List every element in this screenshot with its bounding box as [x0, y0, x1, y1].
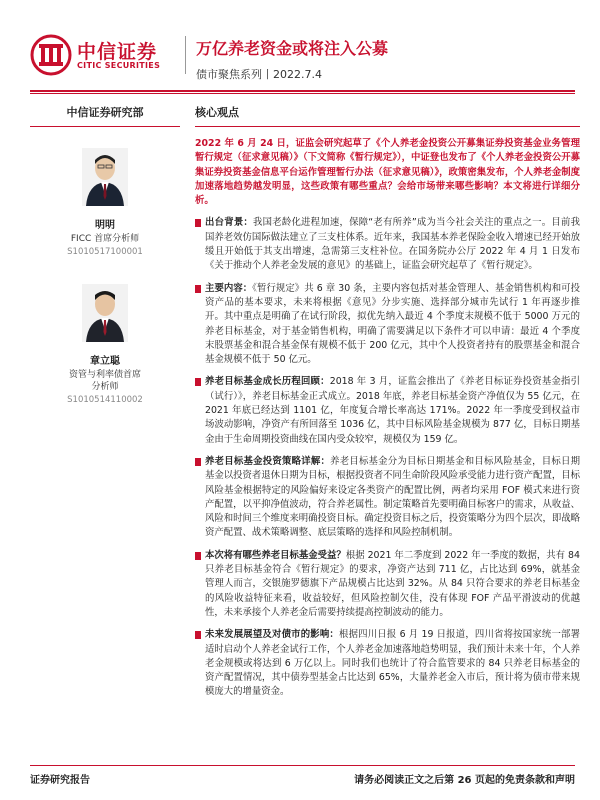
bullet-background — [195, 216, 580, 273]
analyst-name: 明明 — [95, 220, 115, 231]
bullet-body: 根据 2021 年二季度到 2022 年一季度的数据，共有 84 只养老目标基金符合《暂行规定》的要求，净资产达到 711 亿，占比达到 69%，就基金管理人而言，交银施罗德旗下产品规模占比达到 32%。从 84 只符合要求的养老目标基金的风险收益特征来看，收益较好，但风险控制欠佳，没有体现 FOF 产品平滑波动的优越性，未来承接个人养老金后需要持续提高控制波动的能力。 — [205, 549, 580, 618]
report-series-date: 债市聚焦系列丨2022.7.4 — [196, 68, 322, 81]
header-rule-thin — [30, 93, 575, 94]
citic-logo-icon — [30, 34, 72, 76]
bullet-outlook — [195, 628, 580, 699]
header-divider — [185, 36, 186, 74]
footer-report-type: 证券研究报告 — [30, 775, 90, 786]
bullet-beneficiary-funds — [195, 549, 580, 620]
bullet-square-icon — [195, 458, 201, 466]
research-dept-title: 中信证券研究部 — [30, 104, 180, 127]
logo-english-name: CITIC SECURITIES — [77, 61, 161, 70]
intro-paragraph: 2022 年 6 月 24 日，证监会研究起草了《个人养老金投资公开募集证券投资基金业务管理暂行规定（征求意见稿）》（下文简称《暂行规定》），中证登也发布了《个人养老金投资公开募集证券投资基金信息平台运作管理暂行办法（征求意见稿）》，政策密集发布，个人养老金制度加速落地趋势越发明显，这些政策有哪些重点？会给市场带来哪些影响？本文将进行详细分析。 — [195, 138, 580, 207]
bullet-square-icon — [195, 378, 201, 386]
bullet-square-icon — [195, 552, 201, 560]
logo-chinese-name: 中信证券 — [77, 41, 158, 63]
bullet-body: 养老目标基金分为目标日期基金和目标风险基金，目标日期基金以投资者退休日期为目标，根据投资者不同生命阶段风险承受能力进行资产配置，目标风险基金根据特定的风险偏好来设定各类资产的配置比例，两者均采用 FOF 模式来进行资产配置，以平抑净值波动，符合养老属性。制定策略首先要明确目标客户的需求，从收益、风险和时间三个维度来明确投资目标。确定投资目标之后，投资策略分为四个层次，即战略资产配置、战术策略调整、底层策略的选择和风险控制机制。 — [205, 455, 581, 539]
analyst-sidebar — [30, 104, 180, 405]
bullet-body: 《暂行规定》共 6 章 30 条，主要内容包括对基金管理人、基金销售机构和可投资产品的基本要求，未来将根据《意见》分步实施、选择部分城市先试行 1 年再逐步推开。其中重点是明确了在试行阶段，拟优先纳入最近 4 个季度末规模不低于 5000 万元的养老目标基金，对于基金销售机构，明确了需要满足以下条件才可以申请：最近 4 个季度末股票基金和混合基金保有规模不低于 200 亿元，其中个人投资者持有的股票基金和混合基金规模不低于 50 亿元。 — [205, 282, 580, 366]
bullet-heading: 本次将有哪些养老目标基金受益？ — [205, 549, 346, 561]
analyst-role: 资管与利率债首席 分析师 — [68, 370, 141, 392]
header-rule — [30, 90, 575, 92]
citic-logo — [30, 34, 195, 74]
bullet-heading: 出台背景： — [205, 217, 254, 229]
core-views-title: 核心观点 — [195, 104, 580, 127]
analyst-cert-number: S1010514110002 — [67, 395, 143, 405]
analyst-name: 章立聪 — [90, 356, 120, 367]
analyst-card-2 — [30, 284, 180, 405]
bullet-body: 我国老龄化进程加速，保障“老有所养”成为当今社会关注的重点之一。目前我国养老效仿国际做法建立了三支柱体系。近年来，我国基本养老保险金收入增速已经开始放缓且开始低于其支出增速，急需第三支柱补位。在国务院办公厅 2022 年 4 月 1 日发布《关于推动个人养老金发展的意见》的基础上，证监会研究起草了《暂行规定》。 — [205, 217, 581, 272]
report-header — [0, 0, 600, 90]
bullet-square-icon — [195, 631, 201, 639]
analyst-card-1 — [30, 148, 180, 257]
bullet-square-icon — [195, 219, 201, 227]
analyst-role: FICC 首席分析师 — [70, 234, 140, 244]
analyst-cert-number: S1010517100001 — [67, 247, 143, 257]
analyst-photo — [82, 148, 128, 206]
bullet-square-icon — [195, 285, 201, 293]
bullet-investment-strategy — [195, 455, 580, 541]
bullet-main-content — [195, 282, 580, 368]
core-views-section — [195, 104, 580, 700]
bullet-heading: 未来发展展望及对债市的影响： — [205, 629, 339, 641]
bullet-body: 2018 年 3 月，证监会推出了《养老目标证券投资基金指引（试行）》，养老目标基金正式成立。2018 年底，养老目标基金资产净值仅为 55 亿元，在 2021 年底已经达到 1101 亿，年度复合增长率高达 171%。2022 年一季度受到权益市场波动影响，净资产有所回落至 1036 亿，其中目标风险基金规模为 877 亿，目标日期基金由于生命周期投资曲线在国内受众较窄，规模仅为 159 亿。 — [205, 376, 580, 445]
bullet-body: 根据四川日报 6 月 19 日报道，四川省将按国家统一部署适时启动个人养老金试行工作，个人养老金加速落地趋势明显，我们预计未来十年，个人养老金规模或将达到 6 万亿以上。同时我们也统计了符合监管要求的 84 只养老目标基金的资产配置情况，其中债券型基金占比达到 65%，大量养老金入市后，预计将为债市带来规模庞大的增量资金。 — [205, 629, 581, 698]
report-title: 万亿养老资金或将注入公募 — [196, 39, 389, 58]
bullet-fund-history — [195, 375, 580, 446]
bullet-heading: 主要内容： — [205, 282, 253, 294]
analyst-photo — [82, 284, 128, 342]
footer-rule — [30, 765, 575, 766]
footer-disclaimer: 请务必阅读正文之后第 26 页起的免责条款和声明 — [354, 775, 575, 786]
bullet-heading: 养老目标基金成长历程回顾： — [205, 376, 330, 388]
bullet-heading: 养老目标基金投资策略详解： — [205, 455, 331, 467]
